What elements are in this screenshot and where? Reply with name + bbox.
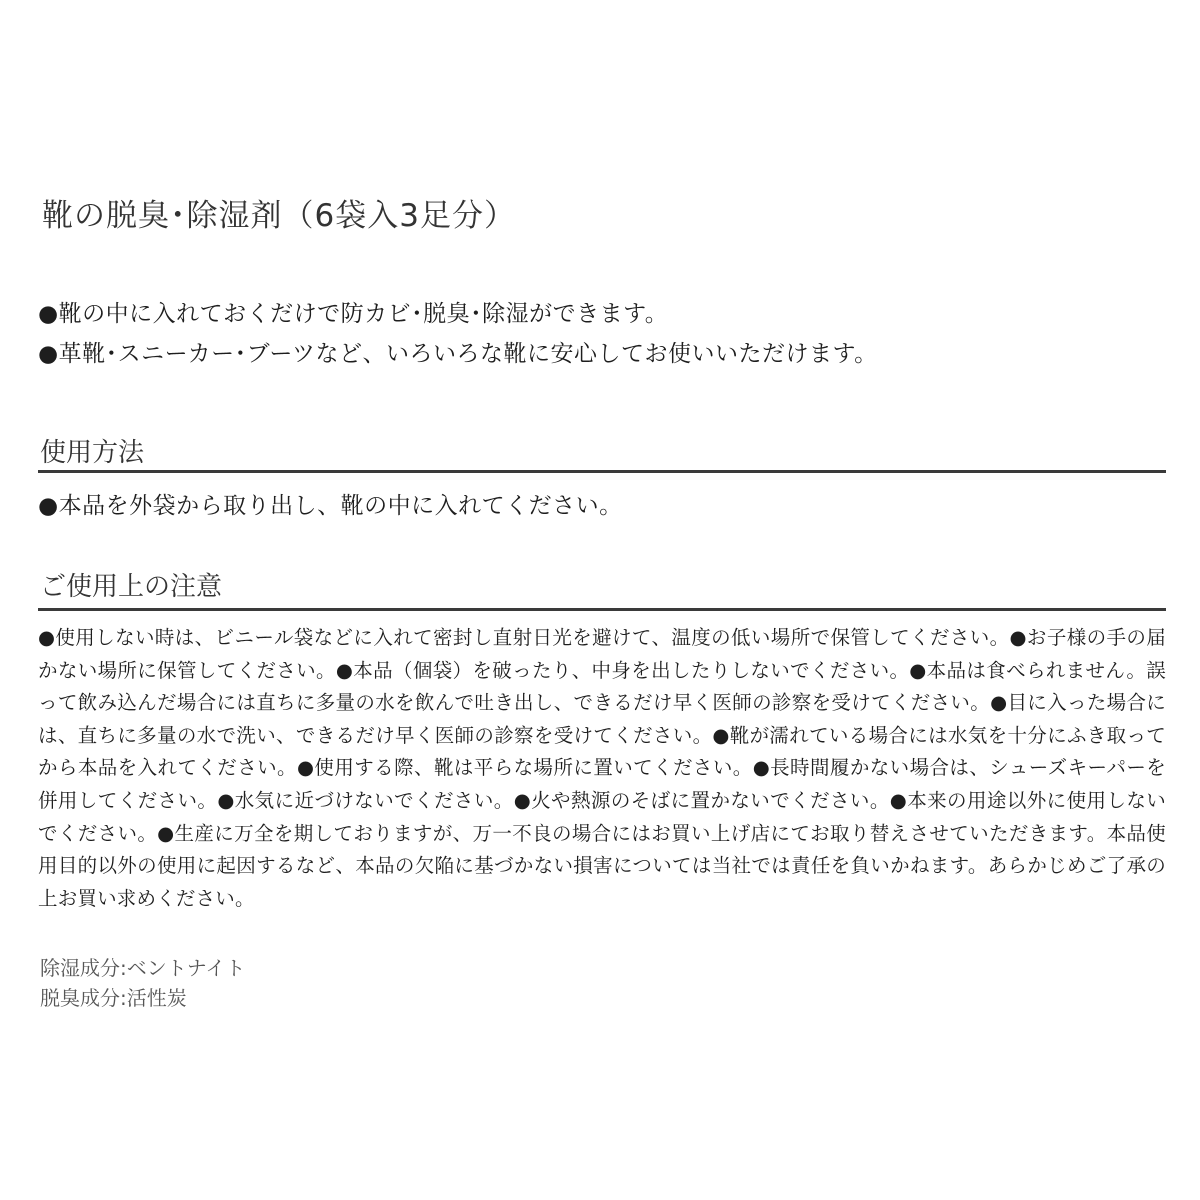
usage-heading: 使用方法 [40, 438, 145, 468]
feature-item: ●革靴･スニーカー･ブーツなど、いろいろな靴に安心してお使いいただけます。 [38, 341, 878, 367]
cautions-text: ●使用しない時は、ビニール袋などに入れて密封し直射日光を避けて、温度の低い場所で保管してください。●お子様の手の届かない場所に保管してください。●本品（個袋）を破ったり、中身を出したりしないでください。●本品は食べられません。誤って飲み込んだ場合には直ちに多量の水を飲んで吐き出し、できるだけ早く医師の診察を受けてください。●目に入った場合には、直ちに多量の水で洗い、できるだけ早く医師の診察を受けてください。●靴が濡れている場合には水気を十分にふき取ってから本品を入れてください。●使用する際、靴は平らな場所に置いてください。●長時間履かない場合は、シューズキーパーを併用してください。●水気に近づけないでください。●火や熱源のそばに置かないでください。●本来の用途以外に使用しないでください。●生産に万全を期しておりますが、万一不良の場合にはお買い上げ店にてお取り替えさせていただきます。本品使用目的以外の使用に起因するなど、本品の欠陥に基づかない損害については当社では責任を負いかねます。あらかじめご了承の上お買い求めください。 [38, 626, 1166, 910]
ingredient-deodorizer: 脱臭成分:活性炭 [40, 986, 187, 1010]
ingredient-dehumidifier: 除湿成分:ベントナイト [40, 956, 246, 980]
usage-instruction: ●本品を外袋から取り出し、靴の中に入れてください。 [38, 493, 623, 519]
product-title: 靴の脱臭･除湿剤（6袋入3足分） [42, 198, 516, 234]
feature-list [38, 294, 1168, 374]
feature-item: ●靴の中に入れておくだけで防カビ･脱臭･除湿ができます。 [38, 301, 669, 327]
cautions-divider [38, 608, 1166, 611]
usage-divider [38, 470, 1166, 473]
ingredients-list [40, 953, 245, 1013]
cautions-heading: ご使用上の注意 [40, 572, 223, 602]
